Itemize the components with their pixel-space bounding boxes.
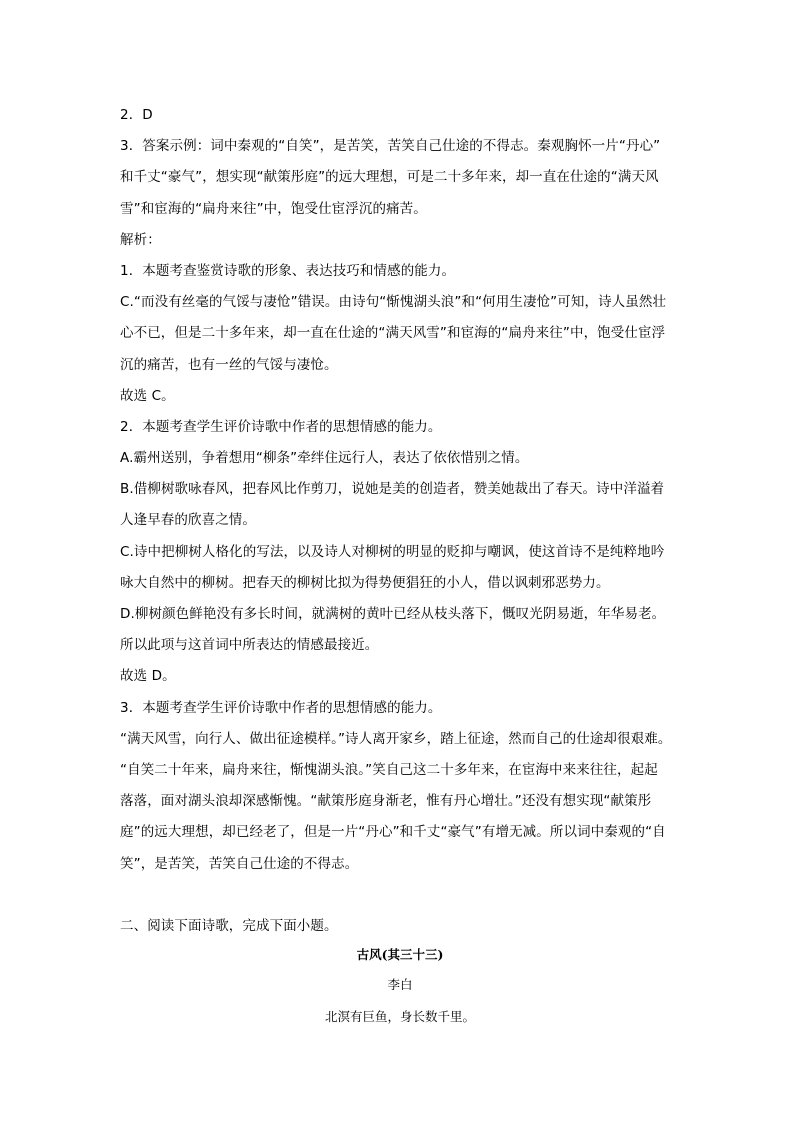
text-line: 3．本题考查学生评价诗歌中作者的思想情感的能力。	[120, 699, 442, 716]
text-line: 沉的痛苦，也有一丝的气馁与凄怆。	[120, 356, 338, 373]
text-line: 二、阅读下面诗歌，完成下面小题。	[120, 917, 338, 934]
text-line: 所以此项与这首词中所表达的情感最接近。	[120, 637, 379, 654]
answer-text-block	[120, 100, 680, 942]
poem-line: 北溟有巨鱼，身长数千里。	[324, 1009, 475, 1024]
text-line: 咏大自然中的柳树。把春天的柳树比拟为得势便猖狂的小人，借以讽刺邪恶势力。	[120, 574, 610, 591]
text-line: “满天风雪，向行人、做出征途模样。”诗人离开家乡，踏上征途，然而自己的仕途却很艰难。	[120, 730, 672, 747]
text-line: A.霸州送别，争着想用“柳条”牵绊住远行人，表达了依依惜别之情。	[120, 450, 529, 467]
text-line: B.借柳树歌咏春风，把春风比作剪刀，说她是美的创造者，赞美她裁出了春天。诗中洋溢着	[120, 481, 665, 498]
text-line: 落落，面对湖头浪却深感惭愧。“献策彤庭身渐老，惟有丹心增壮。”还没有想实现“献策彤	[120, 793, 652, 810]
text-line: D.柳树颜色鲜艳没有多长时间，就满树的黄叶已经从枝头落下，慨叹光阴易逝，年华易老。	[120, 606, 666, 622]
text-line: 3．答案示例：词中秦观的“自笑”，是苦笑，苦笑自己仕途的不得志。秦观胸怀一片“丹心”	[120, 138, 661, 155]
text-line: 1．本题考查鉴赏诗歌的形象、表达技巧和情感的能力。	[120, 262, 456, 279]
text-line: 和千丈“豪气”，想实现“献策彤庭”的远大理想，可是二十多年来，却一直在仕途的“满天风	[120, 169, 659, 186]
text-line: 2．D	[120, 107, 153, 123]
text-line: 笑”，是苦笑，苦笑自己仕途的不得志。	[120, 855, 359, 872]
text-line: 心不已，但是二十多年来，却一直在仕途的“满天风雪”和宦海的“扁舟来往”中，饱受仕宦浮	[120, 325, 666, 342]
poem-author: 李白	[387, 977, 413, 992]
blank-line	[120, 880, 680, 911]
text-line: “自笑二十年来，扁舟来往，惭愧湖头浪。”笑自己这二十多年来，在宦海中来来往往，起起	[120, 761, 658, 778]
text-line: 人逢早春的欣喜之情。	[120, 512, 256, 529]
text-line: 庭”的远大理想，却已经老了，但是一片“丹心”和千丈“豪气”有增无减。所以词中秦观的“自	[120, 824, 666, 841]
text-line: 故选 D。	[120, 668, 176, 685]
text-line: 2．本题考查学生评价诗歌中作者的思想情感的能力。	[120, 418, 442, 435]
text-line: C.“而没有丝毫的气馁与凄怆”错误。由诗句“惭愧湖头浪”和“何用生凄怆”可知，诗人虽然壮	[120, 294, 667, 311]
text-line: 雪”和宦海的“扁舟来往”中，饱受仕宦浮沉的痛苦。	[120, 200, 427, 217]
text-line: C.诗中把柳树人格化的写法，以及诗人对柳树的明显的贬抑与嘲讽，使这首诗不是纯粹地吟	[120, 543, 665, 560]
text-line: 解析：	[120, 231, 161, 248]
poem-title: 古风(其三十三)	[356, 947, 444, 962]
text-line: 故选 C。	[120, 387, 175, 404]
